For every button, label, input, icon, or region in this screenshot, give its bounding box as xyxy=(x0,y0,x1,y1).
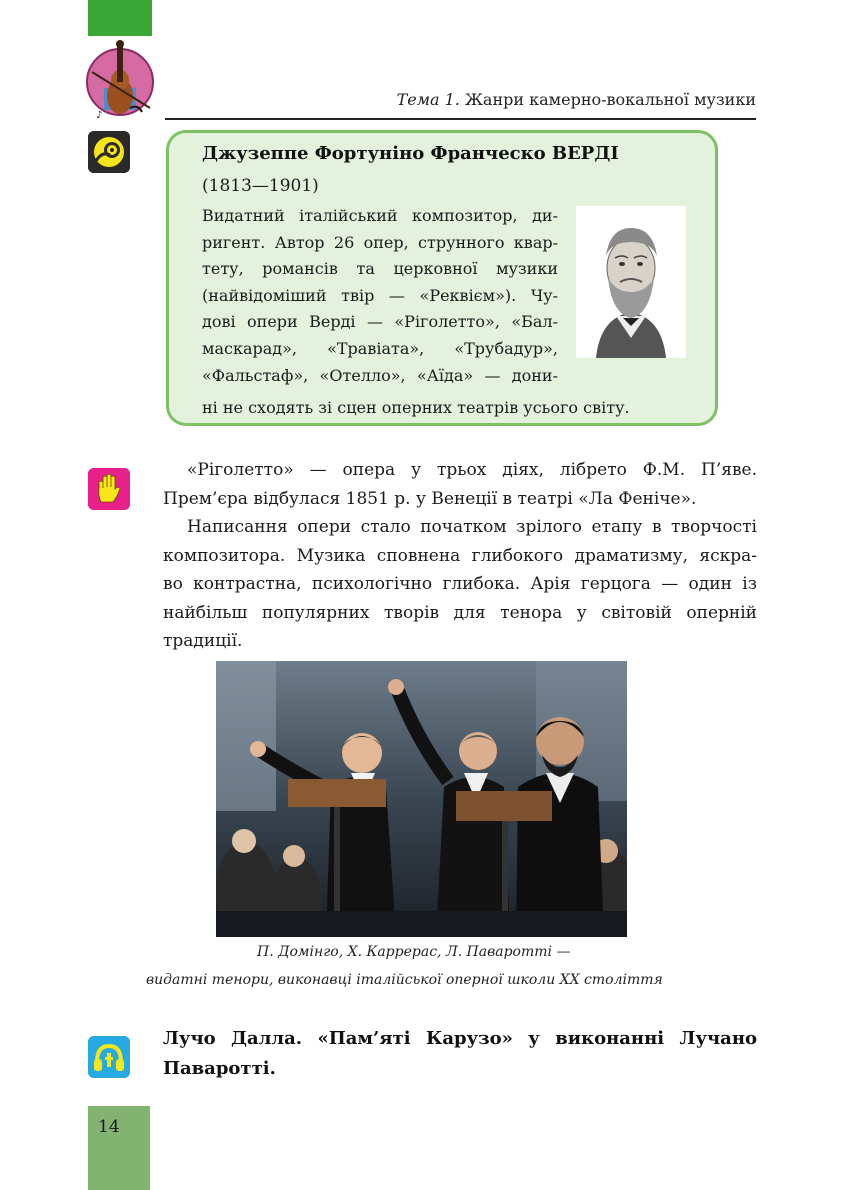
paragraph-line: композитора. Музика сповнена глибокого драматизму, яскра- xyxy=(163,545,757,566)
verdi-portrait xyxy=(576,206,686,358)
composer-bio-text xyxy=(202,203,558,389)
bio-line: (найвідоміший твір — «Реквієм»). Чу- xyxy=(202,285,558,305)
paragraph-rigoletto xyxy=(163,456,757,513)
paragraph-line: традиції. xyxy=(163,631,243,651)
running-header xyxy=(300,90,756,109)
listening-line: Лучо Далла. «Пам’яті Карузо» у виконанні Лучано xyxy=(163,1028,757,1049)
headphones-icon xyxy=(88,1036,130,1078)
svg-text:♪: ♪ xyxy=(96,110,103,121)
bio-line: тету, романсів та церковної музики xyxy=(202,259,558,279)
composer-bio-icon xyxy=(88,131,130,173)
listening-line: Паваротті. xyxy=(163,1058,276,1079)
bio-line: Видатний італійський композитор, ди- xyxy=(202,206,558,225)
paragraph-line: во контрастна, психологічно глибока. Арія герцога — один із xyxy=(163,574,757,594)
bio-line: ригент. Автор 26 опер, струнного квар- xyxy=(202,232,558,252)
paragraph-line: Прем’єра відбулася 1851 р. у Венеції в театрі «Ла Феніче». xyxy=(163,488,697,509)
paragraph-line: Написання опери стало початком зрілого етапу в творчості xyxy=(187,517,757,537)
composer-dates: (1813—1901) xyxy=(202,176,319,196)
three-tenors-photo xyxy=(216,661,627,937)
listening-assignment xyxy=(163,1024,757,1084)
paragraph-maturity xyxy=(163,513,757,656)
bio-last-line: ні не сходять зі сцен оперних театрів усього світу. xyxy=(202,398,630,417)
bio-line: маскарад», «Травіата», «Трубадур», xyxy=(202,338,558,358)
stop-hand-icon xyxy=(88,468,130,510)
header-rule xyxy=(165,118,756,120)
topic-title: Жанри камерно-вокальної музики xyxy=(464,90,756,109)
violin-emblem-icon xyxy=(84,38,156,124)
bio-line: дові опери Верді — «Ріголетто», «Бал- xyxy=(202,312,558,332)
page-number: 14 xyxy=(98,1117,120,1137)
photo-caption-line-1: П. Домінго, Х. Каррерас, Л. Паваротті — xyxy=(257,944,571,960)
topic-label: Тема 1. xyxy=(396,90,460,109)
paragraph-line: найбільш популярних творів для тенора у світовій оперній xyxy=(163,602,757,623)
bio-line: «Фальстаф», «Отелло», «Аїда» — дони- xyxy=(202,365,558,385)
paragraph-line: «Ріголетто» — опера у трьох діях, лібрето Ф.М. П’яве. xyxy=(187,460,757,480)
photo-caption-line-2: видатні тенори, виконавці італійської оперної школи XX століття xyxy=(146,972,663,988)
top-green-tab xyxy=(88,0,152,36)
composer-name: Джузеппе Фортуніно Франческо ВЕРДІ xyxy=(202,143,619,164)
